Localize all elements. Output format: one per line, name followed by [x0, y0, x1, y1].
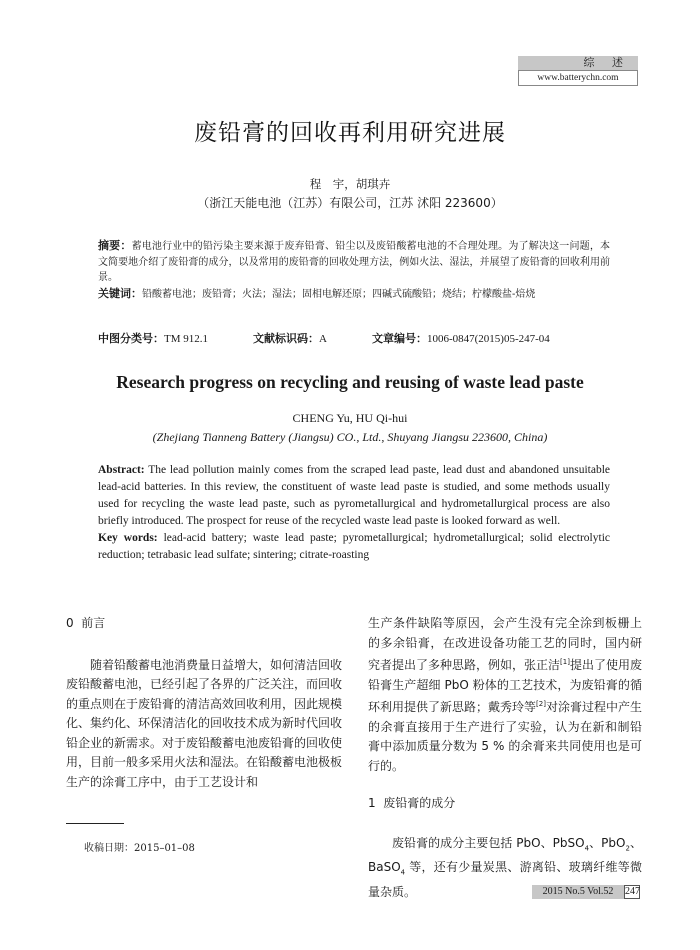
abstract-text-english: The lead pollution mainly comes from the scraped lead paste, lead dust and abandoned unsuitable lead-acid batteries. In this review, the constituent of waste lead paste is studied, and some methods usually used for recycling the waste lead paste, such as pyrometallurgical and hydrometallurgical process are also briefly introduced. The prospect for reuse of the recycled waste lead paste is looked forward as well.: [98, 464, 610, 527]
right-column: [368, 614, 642, 903]
keywords-label-chinese: 关键词：: [98, 286, 142, 300]
article-number-label: 文章编号：: [371, 332, 427, 345]
clc-value: TM 912.1: [164, 333, 208, 345]
journal-website: www.batterychn.com: [518, 70, 638, 86]
section-0-number: 0: [66, 616, 74, 630]
keywords-text-english: lead-acid battery; waste lead paste; pyrometallurgical; hydrometallurgical; solid electrolytic reduction; tetrabasic lead sulfate; sintering; citrate-roasting: [98, 532, 610, 561]
keywords-label-english: Key words:: [98, 532, 158, 544]
subscript-4: 4: [584, 843, 590, 852]
keywords-text-chinese: 铅酸蓄电池；废铅膏；火法；湿法；固相电解还原；四碱式硫酸铅；烧结；柠檬酸盐-焙烧: [142, 288, 536, 300]
section-1-title: 废铅膏的成分: [383, 796, 456, 810]
citation-2: [2]: [536, 700, 546, 708]
doc-code-label: 文献标识码：: [253, 332, 319, 345]
sec1-text-d: 等，还有少量炭黑、游离铅、玻璃纤维等微量杂质。: [368, 860, 642, 900]
section-label: 综 述: [583, 56, 630, 69]
sec1-text-a: 废铅膏的成分主要包括 PbO、PbSO: [392, 835, 585, 850]
citation-1: [1]: [560, 658, 570, 666]
sec1-text-c: 、BaSO: [368, 835, 642, 875]
section-1-heading: [368, 794, 642, 814]
keywords-chinese: [98, 286, 610, 303]
classification-line: [98, 330, 618, 346]
doc-code-value: A: [319, 333, 327, 345]
article-number-value: 1006-0847(2015)05-247-04: [426, 333, 550, 345]
section-0-title: 前言: [81, 616, 106, 630]
affiliation-english: (Zhejiang Tianneng Battery (Jiangsu) CO., Ltd., Shuyang Jiangsu 223600, China): [152, 430, 548, 444]
abstract-chinese: [98, 238, 610, 286]
subscript-2: 2: [625, 843, 630, 852]
footnote-rule: [66, 823, 124, 824]
keywords-english: [98, 530, 610, 564]
abstract-english: [98, 462, 610, 530]
subscript-4b: 4: [400, 868, 406, 877]
section-0-heading: [66, 614, 342, 634]
abstract-text-chinese: 蓄电池行业中的铅污染主要来源于废弃铅膏、铅尘以及废铅酸蓄电池的不合理处理。为了解决这一问题，本文简要地介绍了废铅膏的成分，以及常用的废铅膏的回收处理方法，例如火法、湿法，并展望了废铅膏的回收利用前景。: [98, 241, 611, 283]
right-paragraph-1: [368, 614, 642, 776]
chinese-abstract-block: [98, 238, 610, 302]
english-abstract-block: [98, 462, 610, 564]
affiliation-chinese: （浙江天能电池（江苏）有限公司，江苏 沭阳 223600）: [197, 196, 503, 210]
clc-label: 中图分类号：: [98, 332, 164, 345]
title-chinese: 废铅膏的回收再利用研究进展: [194, 120, 506, 146]
authors-english: CHENG Yu, HU Qi-hui: [292, 411, 408, 425]
right-p1-part-a: 生产条件缺陷等原因，会产生没有完全涂到板栅上的多余铅膏，在改进设备功能工艺的同时，国内研究者提出了多种思路，例如，张正洁: [368, 616, 642, 672]
section-0-paragraph: 随着铅酸蓄电池消费量日益增大，如何清洁回收废铅酸蓄电池，已经引起了各界的广泛关注，而回收的重点则在于废铅膏的清洁高效回收利用，因此规模化、集约化、环保清洁化的回收技术成为新时代回收铅企业的新需求。对于废铅酸蓄电池废铅膏的回收使用，目前一般多采用火法和湿法。在铅酸蓄电池极板生产的涂膏工序中，由于工艺设计和: [66, 657, 343, 789]
right-p1-part-c: 对涂膏过程中产生的余膏直接用于生产进行了实验，认为在新和制铅膏中添加质量分数为 5 % 的余膏来共同使用也是可行的。: [368, 700, 642, 773]
left-column: [66, 614, 342, 792]
section-1-number: 1: [368, 796, 376, 810]
right-p1-part-b: 提出了使用废铅膏生产超细 PbO 粉体的工艺技术，为废铅膏的循环利用提供了新思路；戴秀玲等: [368, 658, 642, 714]
title-english: Research progress on recycling and reusing of waste lead paste: [116, 372, 584, 392]
section-tag: [518, 56, 638, 70]
issue-label: 2015 No.5 Vol.52: [532, 885, 624, 899]
authors-chinese: 程 宇，胡琪卉: [309, 177, 391, 191]
received-date: 收稿日期：2015–01–08: [84, 843, 195, 854]
abstract-label-chinese: 摘要：: [98, 239, 132, 252]
abstract-label-english: Abstract:: [98, 464, 145, 476]
page-number: 247: [625, 886, 640, 897]
sec1-text-b: 、PbO: [589, 835, 626, 850]
